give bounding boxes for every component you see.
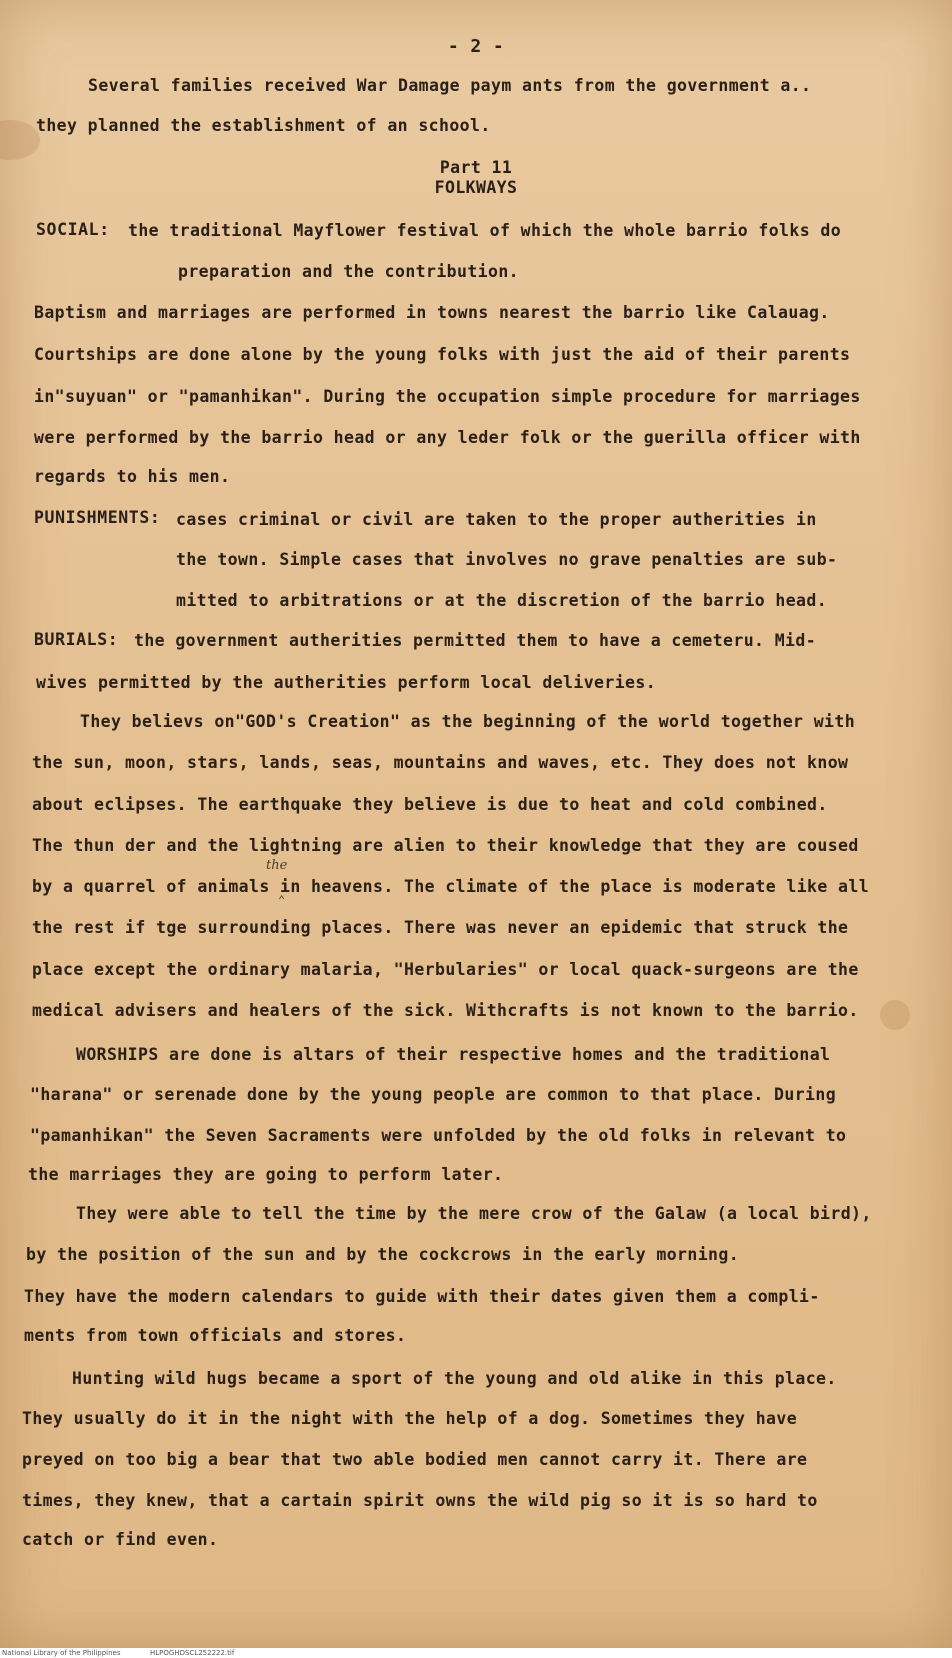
burials-label: BURIALS: — [34, 630, 119, 649]
burials-line: the government autherities permitted them to have a cemeteru. Mid- — [134, 631, 817, 650]
beliefs-line: They believs on"GOD's Creation" as the beginning of the world together with — [80, 712, 856, 731]
beliefs-line: The thun der and the lightning are alien to their knowledge that they are coused — [32, 836, 859, 855]
hunting-line: catch or find even. — [22, 1530, 219, 1549]
punishments-line: the town. Simple cases that involves no grave penalties are sub- — [176, 550, 838, 569]
worship-line: "harana" or serenade done by the young people are common to that place. During — [30, 1085, 837, 1104]
time-line: They were able to tell the time by the mere crow of the Galaw (a local bird), — [76, 1204, 872, 1223]
beliefs-line: the rest if tge surrounding places. There was never an epidemic that struck the — [32, 918, 849, 937]
beliefs-line: place except the ordinary malaria, "Herbularies" or local quack-surgeons are the — [32, 960, 859, 979]
paper-stain — [880, 1000, 910, 1030]
burials-line: wives permitted by the autherities perform local deliveries. — [36, 673, 657, 692]
intro-line: they planned the establishment of an school. — [36, 116, 491, 135]
social-line: preparation and the contribution. — [178, 262, 520, 281]
hunting-line: preyed on too big a bear that two able bodied men cannot carry it. There are — [22, 1450, 808, 1469]
intro-line: Several families received War Damage paym ants from the government a.. — [88, 76, 812, 95]
hunting-line: They usually do it in the night with the help of a dog. Sometimes they have — [22, 1409, 798, 1428]
marriage-line: Baptism and marriages are performed in towns nearest the barrio like Calauag. — [34, 303, 830, 322]
worship-line: WORSHIPS are done is altars of their respective homes and the traditional — [76, 1045, 831, 1064]
punishments-line: cases criminal or civil are taken to the proper autherities in — [176, 510, 817, 529]
scan-footer — [0, 1648, 952, 1658]
beliefs-line: medical advisers and healers of the sick. Withcrafts is not known to the barrio. — [32, 1001, 859, 1020]
beliefs-line: the sun, moon, stars, lands, seas, mountains and waves, etc. They does not know — [32, 753, 849, 772]
marriage-line: regards to his men. — [34, 467, 231, 486]
punishments-label: PUNISHMENTS: — [34, 508, 161, 527]
social-line: the traditional Mayflower festival of which the whole barrio folks do — [128, 221, 842, 240]
beliefs-line: by a quarrel of animals in heavens. The climate of the place is moderate like all — [32, 877, 870, 896]
part-title: Part 11 — [439, 158, 513, 177]
marriage-line: in"suyuan" or "pamanhikan". During the occupation simple procedure for marriages — [34, 387, 861, 406]
insertion-caret-icon: ⌃ — [278, 893, 286, 907]
footer-filename: HLPOGHDSCL252222.tif — [150, 1649, 235, 1657]
footer-source: National Library of the Philippines — [2, 1649, 121, 1657]
part-subtitle: FOLKWAYS — [434, 178, 518, 197]
time-line: ments from town officials and stores. — [24, 1326, 407, 1345]
handwritten-insertion: the — [266, 858, 288, 873]
time-line: by the position of the sun and by the cockcrows in the early morning. — [26, 1245, 740, 1264]
time-line: They have the modern calendars to guide with their dates given them a compli- — [24, 1287, 820, 1306]
hunting-line: times, they knew, that a cartain spirit owns the wild pig so it is so hard to — [22, 1491, 818, 1510]
social-label: SOCIAL: — [36, 220, 110, 239]
worship-line: "pamanhikan" the Seven Sacraments were unfolded by the old folks in relevant to — [30, 1126, 847, 1145]
hunting-line: Hunting wild hugs became a sport of the young and old alike in this place. — [72, 1369, 837, 1388]
marriage-line: Courtships are done alone by the young folks with just the aid of their parents — [34, 345, 851, 364]
worship-line: the marriages they are going to perform later. — [28, 1165, 504, 1184]
punishments-line: mitted to arbitrations or at the discretion of the barrio head. — [176, 591, 828, 610]
beliefs-line: about eclipses. The earthquake they believe is due to heat and cold combined. — [32, 795, 828, 814]
paper-stain — [0, 120, 40, 160]
marriage-line: were performed by the barrio head or any leder folk or the guerilla officer with — [34, 428, 861, 447]
page-number: - 2 - — [447, 36, 505, 57]
